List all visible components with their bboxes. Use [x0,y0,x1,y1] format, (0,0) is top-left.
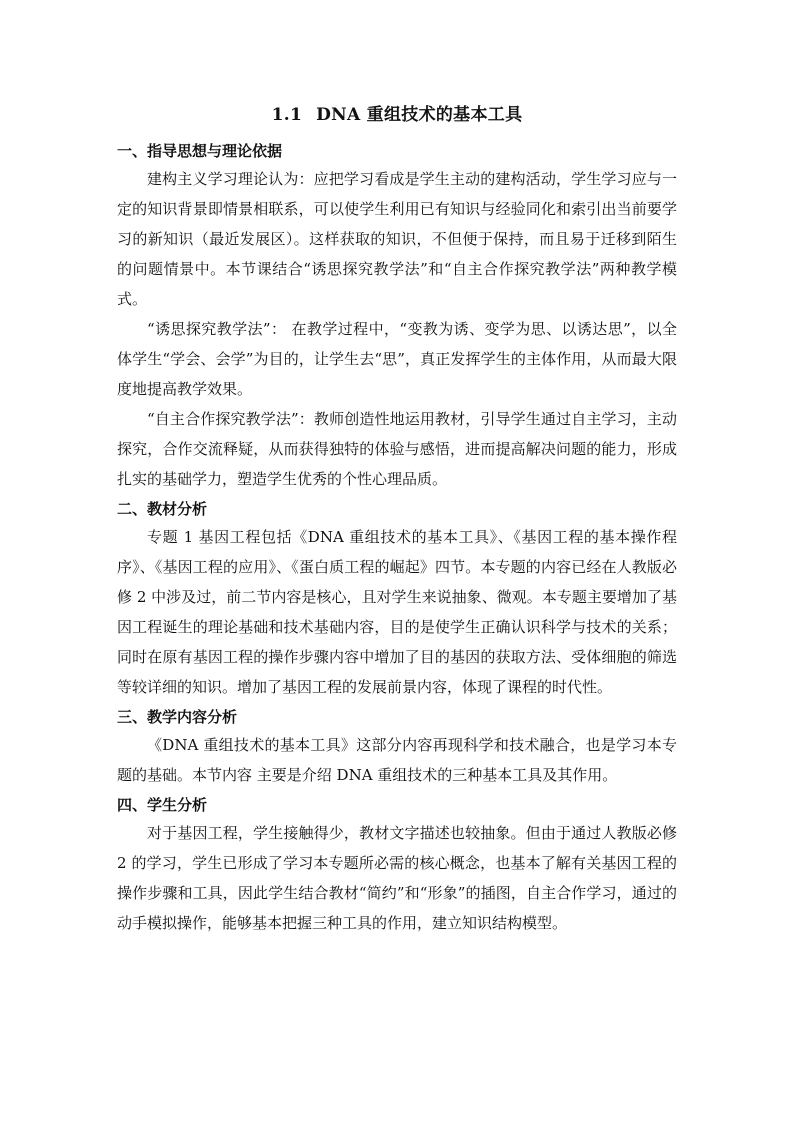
paragraph: “诱思探究教学法”： 在教学过程中，“变教为诱、变学为思、以诱达思”，以全体学生“学会、会学”为目的，让学生去“思”，真正发挥学生的主体作用，从而最大限度地提高教学效果。 [117,320,677,398]
section-student-analysis [117,792,677,938]
paragraph: “自主合作探究教学法”：教师创造性地运用教材，引导学生通过自主学习，主动探究，合作交流释疑，从而获得独特的体验与感悟，进而提高解决问题的能力，形成扎实的基础学力，塑造学生优秀的个性心理品质。 [117,410,677,488]
section-heading: 四、学生分析 [117,796,208,814]
paragraph: 建构主义学习理论认为：应把学习看成是学生主动的建构活动，学生学习应与一定的知识背景即情景相联系，可以使学生利用已有知识与经验同化和索引出当前要学习的新知识（最近发展区）。这样获取的知识，不但便于保持，而且易于迁移到陌生的问题情景中。本节课结合“诱思探究教学法”和“自主合作探究教学法”两种教学模式。 [117,170,677,308]
section-content-analysis [117,704,677,790]
section-heading: 一、指导思想与理论依据 [117,142,283,160]
paragraph: 《DNA 重组技术的基本工具》这部分内容再现科学和技术融合，也是学习本专题的基础。本节内容 主要是介绍 DNA 重组技术的三种基本工具及其作用。 [117,736,677,784]
document-page [117,100,677,940]
paragraph: 对于基因工程，学生接触得少，教材文字描述也较抽象。但由于通过人教版必修 2 的学习，学生已形成了学习本专题所必需的核心概念，也基本了解有关基因工程的操作步骤和工具，因此学生结合教材“简约”和“形象”的插图，自主合作学习，通过的动手模拟操作，能够基本把握三种工具的作用，建立知识结构模型。 [117,824,677,932]
paragraph: 专题 1 基因工程包括《DNA 重组技术的基本工具》、《基因工程的基本操作程序》、《基因工程的应用》、《蛋白质工程的崛起》四节。本专题的内容已经在人教版必修 2 中涉及过，前二节内容是核心，且对学生来说抽象、微观。本专题主要增加了基因工程诞生的理论基础和技术基础内容，目的是使学生正确认识科学与技术的关系；同时在原有基因工程的操作步骤内容中增加了目的基因的获取方法、受体细胞的筛选等较详细的知识。增加了基因工程的发展前景内容，体现了课程的时代性。 [117,528,677,696]
section-heading: 二、教材分析 [117,500,208,518]
section-guiding-thought [117,138,677,494]
section-textbook-analysis [117,496,677,702]
title-number: 1.1 [271,105,303,125]
title-text: DNA 重组技术的基本工具 [316,105,523,125]
document-title [117,104,677,126]
section-heading: 三、教学内容分析 [117,708,238,726]
